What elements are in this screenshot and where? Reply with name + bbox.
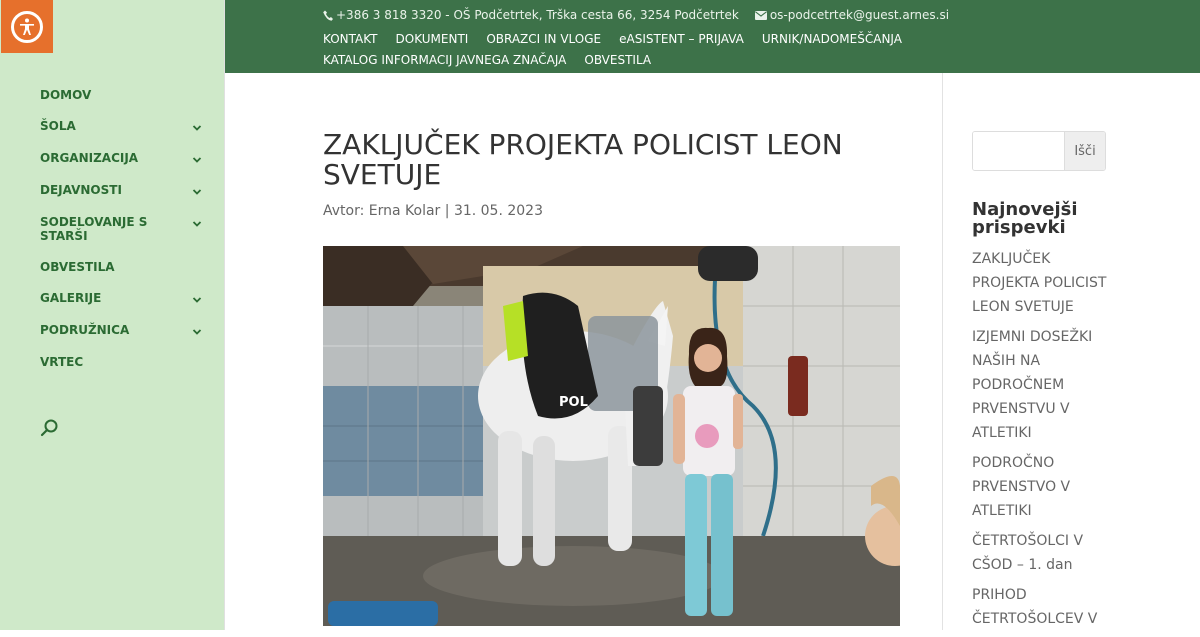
top-nav-link[interactable]: KATALOG INFORMACIJ JAVNEGA ZNAČAJA — [323, 53, 567, 67]
top-nav-link[interactable]: KONTAKT — [323, 32, 378, 46]
top-nav-link[interactable]: OBRAZCI IN VLOGE — [486, 32, 602, 46]
sidebar-item[interactable] — [40, 291, 210, 306]
top-nav-link[interactable]: URNIK/NADOMEŠČANJA — [761, 32, 902, 46]
sidebar-item[interactable] — [40, 151, 210, 166]
post-title: ZAKLJUČEK PROJEKTA POLICIST LEON SVETUJE — [323, 128, 843, 191]
sidebar-item-label: ŠOLA — [40, 119, 76, 133]
chevron-down-icon[interactable] — [190, 292, 204, 306]
post-meta — [323, 203, 901, 219]
featured-photo — [323, 246, 900, 626]
sidebar-item-label: SODELOVANJE S STARŠI — [40, 215, 148, 243]
chevron-down-icon[interactable] — [190, 152, 204, 166]
recent-post-link[interactable]: PODROČNO PRVENSTVO V ATLETIKI — [972, 455, 1071, 519]
phone-icon — [323, 10, 333, 21]
sidebar-item[interactable] — [40, 119, 210, 134]
top-nav-link[interactable]: eASISTENT – PRIJAVA — [619, 32, 744, 46]
sidebar-item-label: ORGANIZACIJA — [40, 151, 139, 165]
accessibility-icon — [11, 11, 43, 43]
sidebar-item[interactable] — [40, 215, 210, 243]
contact-info — [323, 8, 949, 22]
sidebar-item[interactable] — [40, 323, 210, 338]
top-nav-link[interactable]: DOKUMENTI — [395, 32, 469, 46]
vest-text: POL — [559, 395, 588, 410]
sidebar-item-label: OBVESTILA — [40, 260, 115, 274]
search-form — [972, 131, 1106, 171]
chevron-down-icon[interactable] — [190, 324, 204, 338]
sidebar-item-label: GALERIJE — [40, 291, 102, 305]
sidebar-divider — [942, 73, 943, 630]
recent-post-link[interactable]: ZAKLJUČEK PROJEKTA POLICIST LEON SVETUJE — [972, 251, 1107, 315]
sidebar-item[interactable] — [40, 260, 210, 274]
sidebar-item-label: DEJAVNOSTI — [40, 183, 122, 197]
phone-address-text[interactable]: +386 3 818 3320 - OŠ Podčetrtek, Trška cesta 66, 3254 Podčetrtek — [336, 8, 739, 22]
sidebar-item-label: VRTEC — [40, 355, 84, 369]
article — [323, 130, 901, 219]
post-date: 31. 05. 2023 — [453, 203, 543, 219]
search-input[interactable] — [973, 132, 1064, 170]
top-nav-link[interactable]: OBVESTILA — [584, 53, 652, 67]
author-label: Avtor: — [323, 203, 365, 219]
right-sidebar — [972, 131, 1112, 637]
email-link[interactable]: os-podcetrtek@guest.arnes.si — [769, 8, 950, 22]
chevron-down-icon[interactable] — [190, 184, 204, 198]
search-button[interactable]: Išči — [1064, 132, 1105, 170]
email-icon — [755, 11, 767, 20]
author-link[interactable]: Erna Kolar — [368, 203, 441, 219]
top-header — [225, 0, 1200, 73]
sidebar-item[interactable] — [40, 183, 210, 198]
recent-post-link[interactable]: PRIHOD ČETRTOŠOLCEV V — [972, 587, 1098, 627]
recent-post-link[interactable]: IZJEMNI DOSEŽKI NAŠIH NA PODROČNEM PRVENSTVU V ATLETIKI — [972, 329, 1093, 441]
top-navigation — [323, 29, 963, 71]
sidebar-item[interactable] — [40, 88, 210, 102]
meta-separator: | — [444, 203, 450, 219]
recent-posts-title: Najnovejši prispevki — [972, 199, 1078, 238]
sidebar-item-label: DOMOV — [40, 88, 92, 102]
recent-post-link[interactable]: ČETRTOŠOLCI V CŠOD – 1. dan — [972, 533, 1084, 573]
left-sidebar — [0, 0, 225, 630]
sidebar-menu — [40, 88, 210, 386]
sidebar-item[interactable] — [40, 355, 210, 369]
chevron-down-icon[interactable] — [190, 120, 204, 134]
accessibility-button[interactable] — [1, 0, 53, 53]
featured-image — [323, 246, 900, 626]
sidebar-item-label: PODRUŽNICA — [40, 323, 130, 337]
search-icon[interactable] — [40, 418, 60, 438]
recent-posts-list — [972, 247, 1112, 631]
chevron-down-icon[interactable] — [190, 216, 204, 230]
